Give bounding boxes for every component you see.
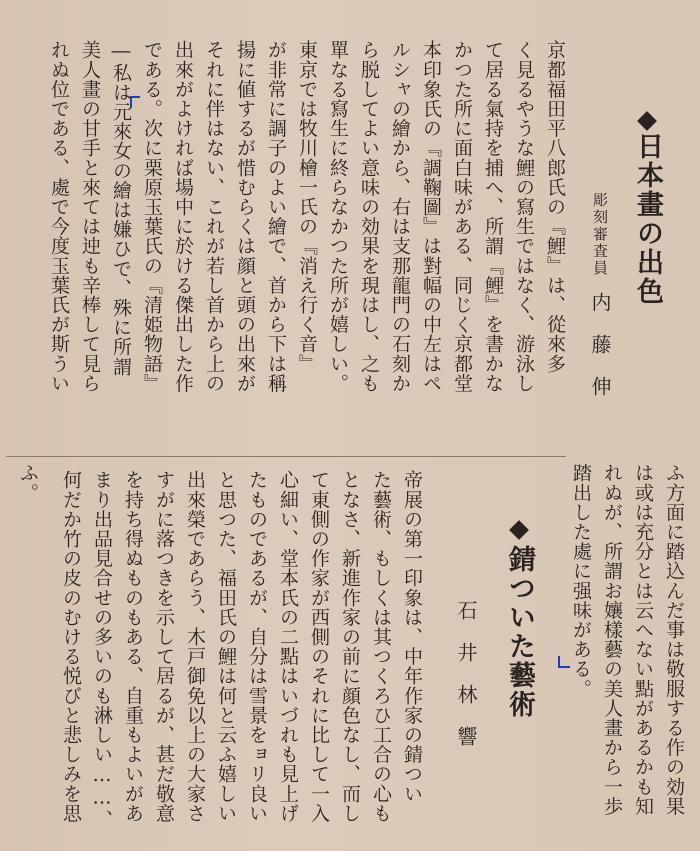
editor-bracket-mark bbox=[130, 96, 140, 108]
text-column: く見るやうな鯉の寫生ではなく、游泳し bbox=[513, 40, 535, 393]
text-column: すがに落つきを示して居るが、甚だ敬意 bbox=[153, 470, 175, 823]
text-column: が非常に調子のよい繪で、首から下は稱 bbox=[265, 40, 287, 393]
text-column: となさ、新進作家の前に顔色なし、而し bbox=[339, 470, 361, 823]
text-column: 踏出した處に强味がある。 bbox=[570, 463, 592, 699]
text-column: 美人畫の甘手と來ては迚も辛棒して見ら bbox=[79, 40, 101, 393]
diamond-bullet-icon bbox=[509, 520, 529, 540]
text-column: れぬが、所謂お孃樣藝の美人畫から一歩 bbox=[601, 463, 623, 816]
text-column: 出來がよければ場中に於ける傑出した作 bbox=[172, 40, 194, 393]
text-column: た藝術、もしくは其つくろひ工合の心も bbox=[370, 470, 392, 823]
text-column: それに伴はない、これが若し首から上の bbox=[203, 40, 225, 393]
text-column: 揚に値するが惜むらくは顔と頭の出來が bbox=[234, 40, 256, 393]
text-column: て東側の作家が西側のそれに比して一入 bbox=[308, 470, 330, 823]
article-title-2: 錆ついた藝術 bbox=[504, 545, 535, 719]
text-column: て居る氣持を捕へ、所謂『鯉』を書かな bbox=[482, 40, 504, 393]
text-column: かつた所に面白味がある、同じく京都堂 bbox=[451, 40, 473, 393]
text-column: は或は充分とは云へない點があるかも知 bbox=[632, 463, 654, 816]
text-column: れぬ位である、處で今度玉葉氏が斯うい bbox=[48, 40, 70, 393]
diamond-bullet-icon bbox=[637, 111, 657, 131]
editor-bracket-mark bbox=[558, 656, 570, 668]
text-column: ふ。 bbox=[17, 463, 39, 503]
text-column: ら脱してよい意味の効果を現はし、之も bbox=[358, 40, 380, 393]
text-column: と思つた、福田氏の鯉は何と云ふ嬉しい bbox=[215, 470, 237, 823]
text-column: まり出品見合せの多いのも淋しい……、 bbox=[91, 470, 113, 829]
text-column: 何だか竹の皮のむける悦びと悲しみを思 bbox=[60, 470, 82, 823]
text-column: 單なる寫生に終らなかつた所が嬉しい。 bbox=[327, 40, 349, 393]
text-column: 京都福田平八郎氏の『鯉』は、從來多 bbox=[544, 40, 566, 374]
text-column: たものであるが、自分は雪景をョリ良い bbox=[246, 470, 268, 823]
section-divider bbox=[6, 456, 566, 457]
article-title-1: 日本畫の出色 bbox=[632, 132, 663, 306]
author-name-1: 内藤伸 bbox=[588, 292, 612, 418]
text-column: ふ方面に踏込んだ事は敬服する作の効果 bbox=[663, 463, 685, 816]
text-column: ―私は元來女の繪は嫌ひで、殊に所謂 bbox=[110, 40, 132, 377]
byline-label: 彫刻審査員 bbox=[591, 192, 609, 277]
text-column: 心細い、堂本氏の二點はいづれも見上げ bbox=[277, 470, 299, 823]
text-column: ルシャの繪から、右は支那龍門の石刻か bbox=[389, 40, 411, 393]
text-column: である。次に栗原玉葉氏の『清姫物語』 bbox=[141, 40, 163, 393]
text-column: 本印象氏の『調鞠圖』は對幅の中左はペ bbox=[420, 40, 442, 393]
text-column: を持ち得ぬものもある、自重もよいがあ bbox=[122, 470, 144, 823]
text-column: 帝展の第一印象は、中年作家の錆つい bbox=[401, 470, 423, 804]
text-column: 出來榮であらう、木戸御免以上の大家さ bbox=[184, 470, 206, 823]
author-name-2: 石井林響 bbox=[454, 600, 478, 768]
text-column: 東京では牧川檜一氏の『消え行く音』 bbox=[296, 40, 318, 374]
